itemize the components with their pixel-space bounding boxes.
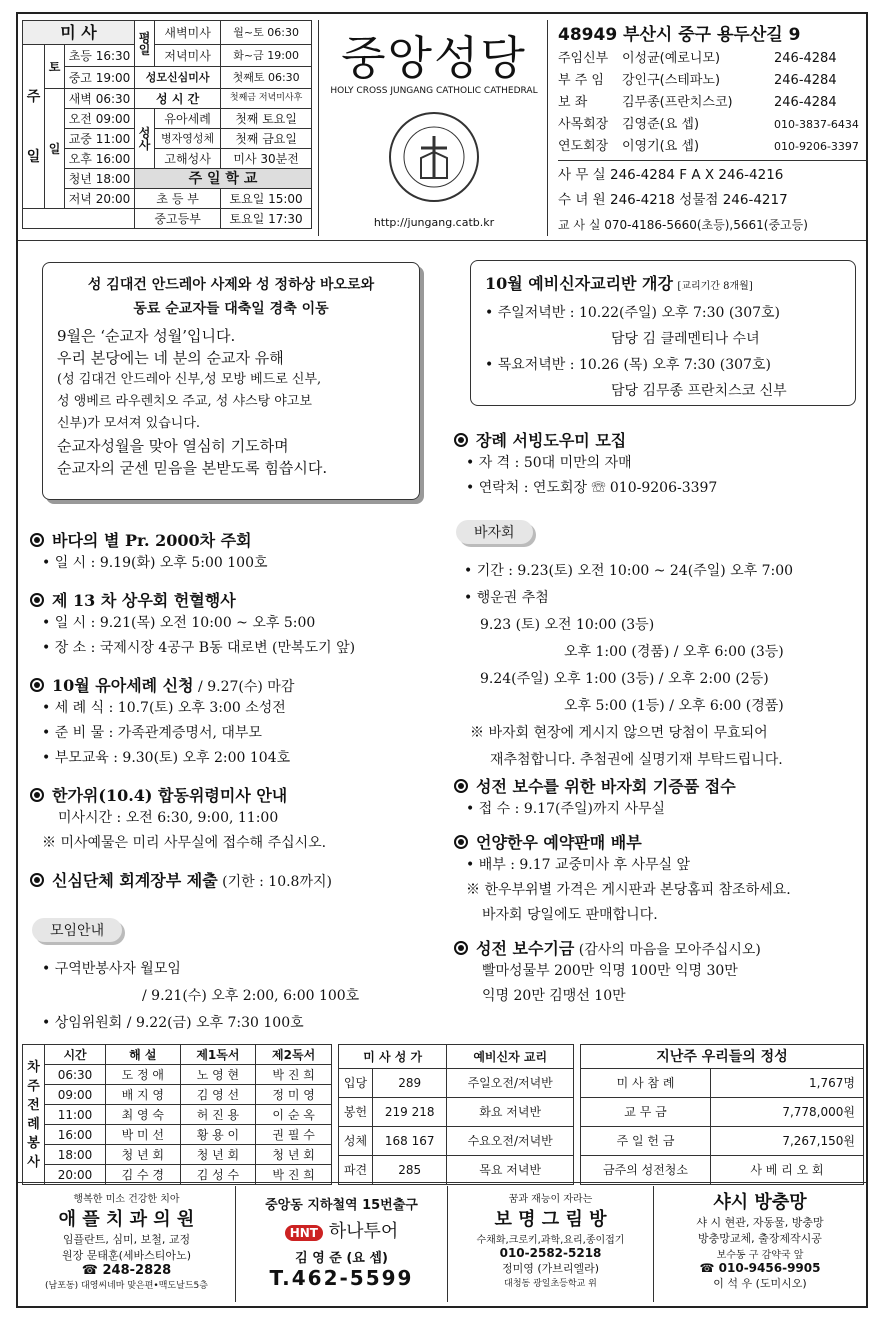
table-cell: 수요오전/저녁반 bbox=[447, 1127, 574, 1156]
martyr-line: 순교자성월을 맞아 열심히 기도하며 bbox=[57, 437, 289, 455]
martyr-text bbox=[57, 325, 405, 479]
contact-block bbox=[558, 22, 868, 237]
mass-name: 저녁미사 bbox=[155, 45, 221, 67]
section-title bbox=[30, 528, 450, 551]
table-cell: 황 용 이 bbox=[180, 1125, 256, 1145]
sun-row bbox=[65, 129, 135, 149]
staff-phone: 246-4284 bbox=[774, 51, 837, 66]
school-name: 중고등부 bbox=[135, 209, 221, 229]
catechumen-title-row bbox=[485, 271, 841, 294]
ad-title: 애 플 치 과 의 원 bbox=[58, 1209, 195, 1230]
table-cell: 18:00 bbox=[45, 1145, 106, 1165]
staff-row bbox=[558, 48, 868, 70]
staff-phone: 246-4284 bbox=[774, 73, 837, 88]
ad-brand bbox=[236, 1217, 447, 1243]
school-time: 토요일 17:30 bbox=[221, 209, 312, 229]
staff-role: 부 주 임 bbox=[558, 73, 604, 88]
column-header: 해 설 bbox=[106, 1045, 180, 1065]
ad-line: 김 영 준 (요 셉) bbox=[295, 1251, 388, 1266]
school-name: 초 등 부 bbox=[135, 189, 221, 209]
sun-row bbox=[65, 109, 135, 129]
table-cell: 청 년 회 bbox=[256, 1145, 332, 1165]
martyr-line: 9월은 ‘순교자 성월’입니다. bbox=[57, 327, 236, 345]
bullet-icon bbox=[30, 788, 44, 802]
mass-schedule-table bbox=[22, 20, 312, 229]
sacrament-time: 미사 30분전 bbox=[221, 149, 312, 169]
sat-mark: 토 bbox=[45, 45, 65, 89]
catechumen-line: • 주일저녁반 : 10.22(주일) 오후 7:30 (307호) bbox=[485, 305, 781, 321]
slot-name: 오전 bbox=[68, 111, 92, 126]
header-divider bbox=[18, 240, 866, 241]
column-header: 미 사 성 가 bbox=[339, 1045, 447, 1069]
section-line: • 배부 : 9.17 교중미사 후 사무실 앞 bbox=[466, 857, 691, 873]
catechumen-line: • 목요저녁반 : 10.26 (목) 오후 7:30 (307호) bbox=[485, 357, 771, 373]
staff-role: 연도회장 bbox=[558, 139, 609, 154]
bullet-icon bbox=[454, 779, 468, 793]
divider bbox=[558, 160, 868, 161]
slot-name: 청년 bbox=[68, 171, 92, 186]
table-cell: 권 필 수 bbox=[256, 1125, 332, 1145]
sun-mark: 일 bbox=[45, 89, 65, 209]
bullet-icon bbox=[30, 533, 44, 547]
table-cell: 주일오전/저녁반 bbox=[447, 1069, 574, 1098]
ad-phone: T.462-5599 bbox=[269, 1266, 414, 1290]
sun-row bbox=[65, 189, 135, 209]
martyr-title: 성 김대건 안드레아 사제와 성 정하상 바오로와 bbox=[87, 277, 375, 293]
table-cell: 20:00 bbox=[45, 1165, 106, 1185]
table-cell: 봉헌 bbox=[339, 1098, 373, 1127]
sacrament-time: 첫째 토요일 bbox=[221, 109, 312, 129]
sun-row bbox=[65, 149, 135, 169]
slot-time: 16:00 bbox=[95, 151, 131, 166]
ad-line: 행복한 미소 건강한 치아 bbox=[73, 1194, 180, 1205]
catechumen-line: 담당 김무종 프란치스코 신부 bbox=[611, 383, 787, 399]
catechumen-period: [교리기간 8개월] bbox=[677, 281, 753, 292]
staff-row bbox=[558, 114, 868, 136]
website[interactable]: http://jungang.catb.kr bbox=[373, 216, 495, 229]
section-title bbox=[30, 588, 450, 611]
bazaar-list bbox=[464, 558, 864, 774]
table-row bbox=[339, 1098, 574, 1127]
table-cell: 청 년 회 bbox=[180, 1145, 256, 1165]
table-cell: 청 년 회 bbox=[106, 1145, 180, 1165]
sat-row bbox=[65, 45, 135, 67]
table-cell: 박 미 선 bbox=[106, 1125, 180, 1145]
section-title bbox=[454, 774, 864, 797]
bazaar-line: • 행운권 추첨 bbox=[464, 590, 549, 606]
meeting-list bbox=[42, 956, 442, 1037]
section-title-text: 장례 서빙도우미 모집 bbox=[476, 431, 627, 450]
school-time: 토요일 15:00 bbox=[221, 189, 312, 209]
ad-title: 하나투어 bbox=[328, 1221, 399, 1242]
mass-time: 월~토 06:30 bbox=[221, 21, 312, 45]
section-line: • 부모교육 : 9.30(토) 오후 2:00 104호 bbox=[42, 750, 291, 766]
right-column bbox=[454, 428, 864, 501]
ad-line: 보수동 구 감약국 앞 bbox=[716, 1250, 804, 1261]
mass-name: 새벽미사 bbox=[155, 21, 221, 45]
ad-line: 샤 시 현관, 자동물, 방충망 bbox=[696, 1216, 824, 1229]
catechumen-box bbox=[470, 260, 856, 406]
table-cell: 도 정 애 bbox=[106, 1065, 180, 1085]
bulletin-page bbox=[16, 12, 868, 1308]
slot-name: 새벽 bbox=[68, 91, 92, 106]
section-line: ※ 한우부위별 가격은 게시판과 본당홈피 참조하세요. bbox=[466, 882, 791, 898]
table-cell: 최 영 숙 bbox=[106, 1105, 180, 1125]
meeting-line: / 9.21(수) 오후 2:00, 6:00 100호 bbox=[142, 988, 360, 1004]
martyr-notice-box bbox=[42, 262, 420, 500]
church-name: 중앙성당 bbox=[341, 31, 527, 85]
table-cell: 허 진 용 bbox=[180, 1105, 256, 1125]
table-cell: 이 순 옥 bbox=[256, 1105, 332, 1125]
sacrament-time-value: 첫째금 저녁미사후 bbox=[221, 89, 312, 109]
sacrament-name: 유아세례 bbox=[155, 109, 221, 129]
bullet-icon bbox=[30, 593, 44, 607]
church-title-block bbox=[318, 20, 548, 236]
bazaar-line: • 기간 : 9.23(토) 오전 10:00 ~ 24(주일) 오후 7:00 bbox=[464, 563, 794, 579]
section-line: 빨마성물부 200만 익명 100만 익명 30만 bbox=[482, 963, 738, 979]
notice-section bbox=[30, 868, 450, 891]
section-line: • 준 비 물 : 가족관계증명서, 대부모 bbox=[42, 725, 262, 741]
table-cell: 김 성 수 bbox=[180, 1165, 256, 1185]
table-header-row bbox=[581, 1045, 864, 1069]
section-line: 익명 20만 김맹선 10만 bbox=[482, 988, 626, 1004]
sacrament-time: 첫째 금요일 bbox=[221, 129, 312, 149]
right-column-lower bbox=[454, 774, 864, 1017]
section-title-suffix: (기한 : 10.8까지) bbox=[217, 874, 332, 890]
sunday-school-label: 주 일 학 교 bbox=[135, 169, 312, 189]
table-cell: 박 진 희 bbox=[256, 1065, 332, 1085]
section-line: • 자 격 : 50대 미만의 자매 bbox=[466, 455, 632, 471]
mass-label: 미 사 bbox=[23, 21, 135, 45]
section-line: ※ 미사예물은 미리 사무실에 접수해 주십시오. bbox=[42, 835, 327, 851]
bazaar-pill-label: 바자회 bbox=[456, 520, 533, 544]
status-value: 7,778,000원 bbox=[711, 1098, 864, 1127]
slot-name: 중고 bbox=[68, 70, 92, 85]
sacrament-name: 병자영성체 bbox=[155, 129, 221, 149]
bullet-icon bbox=[30, 678, 44, 692]
sat-row bbox=[65, 67, 135, 89]
staff-role: 보 좌 bbox=[558, 95, 588, 110]
sacrament-name: 고해성사 bbox=[155, 149, 221, 169]
ad-line: (남포동) 대영씨네마 맞은편•맥도날드5층 bbox=[45, 1281, 208, 1291]
table-cell: 11:00 bbox=[45, 1105, 106, 1125]
staff-phone: 010-9206-3397 bbox=[774, 140, 859, 153]
martyr-line: 순교자의 굳센 믿음을 본받도록 힘씁시다. bbox=[57, 459, 328, 477]
church-seal-icon bbox=[389, 112, 479, 202]
service-side-label: 차주전례봉사 bbox=[23, 1045, 45, 1185]
section-line: 미사시간 : 오전 6:30, 9:00, 11:00 bbox=[58, 810, 279, 826]
ad-phone: 010-2582-5218 bbox=[499, 1246, 602, 1260]
slot-time: 18:00 bbox=[95, 171, 131, 186]
status-label: 미 사 참 례 bbox=[581, 1069, 711, 1098]
section-title bbox=[30, 673, 450, 696]
bullet-icon bbox=[454, 433, 468, 447]
staff-name: 김무종(프란치스코) bbox=[622, 95, 733, 110]
section-title-text: 제 13 차 상우회 헌혈행사 bbox=[52, 591, 236, 610]
column-header: 시간 bbox=[45, 1045, 106, 1065]
bullet-icon bbox=[454, 835, 468, 849]
ad-phone: ☎ 010-9456-9905 bbox=[699, 1261, 821, 1275]
sacrament-mark: 성사 bbox=[135, 109, 155, 169]
table-cell: 168 167 bbox=[373, 1127, 447, 1156]
first-sat-time: 첫째토 06:30 bbox=[221, 67, 312, 89]
table-header-row bbox=[23, 1045, 332, 1065]
notice-section bbox=[454, 774, 864, 822]
staff-role: 사목회장 bbox=[558, 117, 609, 132]
bazaar-line: 오후 1:00 (경품) / 오후 6:00 (3등) bbox=[564, 644, 784, 660]
table-row bbox=[23, 1085, 332, 1105]
sunday-mark: 주 일 bbox=[23, 45, 45, 209]
sacrament-time-label: 성 시 간 bbox=[135, 89, 221, 109]
slot-name: 교중 bbox=[68, 131, 92, 146]
section-title bbox=[30, 783, 450, 806]
section-title bbox=[454, 936, 864, 959]
ad-screen bbox=[654, 1186, 866, 1302]
meeting-pill-label: 모임안내 bbox=[32, 918, 122, 942]
table-cell: 입당 bbox=[339, 1069, 373, 1098]
status-value: 1,767명 bbox=[711, 1069, 864, 1098]
staff-row bbox=[558, 92, 868, 114]
ad-line: 꿈과 재능이 자라는 bbox=[508, 1194, 593, 1205]
table-cell: 파견 bbox=[339, 1156, 373, 1185]
status-value: 사 베 리 오 회 bbox=[711, 1156, 864, 1185]
column-header: 제1독서 bbox=[180, 1045, 256, 1065]
mass-time: 화~금 19:00 bbox=[221, 45, 312, 67]
section-title-text: 10월 유아세례 신청 bbox=[52, 676, 194, 695]
table-row bbox=[23, 1125, 332, 1145]
staff-name: 이영기(요 셉) bbox=[622, 139, 700, 154]
status-label: 주 일 헌 금 bbox=[581, 1127, 711, 1156]
slot-time: 06:30 bbox=[95, 91, 131, 106]
section-title bbox=[30, 868, 450, 891]
section-title bbox=[454, 428, 864, 451]
section-title-suffix: (감사의 마음을 모아주십시오) bbox=[574, 942, 761, 958]
section-title-text: 바다의 별 Pr. 2000차 주회 bbox=[52, 531, 252, 550]
slot-time: 11:00 bbox=[95, 131, 131, 146]
table-cell: 배 지 영 bbox=[106, 1085, 180, 1105]
teacher-line: 교 사 실 070-4186-5660(초등),5661(중고등) bbox=[558, 218, 808, 232]
address: 48949 부산시 중구 용두산길 9 bbox=[558, 25, 801, 45]
table-row bbox=[339, 1156, 574, 1185]
staff-row bbox=[558, 136, 868, 158]
notice-section bbox=[30, 673, 450, 771]
bazaar-line: 오후 5:00 (1등) / 오후 6:00 (경품) bbox=[564, 698, 784, 714]
bazaar-line: 재추첨합니다. 추첨권에 실명기재 부탁드립니다. bbox=[490, 752, 783, 768]
notice-section bbox=[454, 830, 864, 928]
status-label: 금주의 성전청소 bbox=[581, 1156, 711, 1185]
table-row bbox=[339, 1127, 574, 1156]
bazaar-line: 9.24(주일) 오후 1:00 (3등) / 오후 2:00 (2등) bbox=[480, 671, 769, 687]
section-line: • 접 수 : 9.17(주일)까지 사무실 bbox=[466, 801, 666, 817]
sun-row bbox=[65, 169, 135, 189]
table-cell: 06:30 bbox=[45, 1065, 106, 1085]
ads-divider bbox=[18, 1182, 866, 1183]
table-cell: 김 수 경 bbox=[106, 1165, 180, 1185]
slot-time: 09:00 bbox=[95, 111, 131, 126]
bullet-icon bbox=[454, 941, 468, 955]
table-row bbox=[581, 1098, 864, 1127]
ad-line: 이 석 우 (도미시오) bbox=[713, 1277, 807, 1290]
table-row bbox=[581, 1156, 864, 1185]
slot-time: 20:00 bbox=[95, 191, 131, 206]
church-english: HOLY CROSS JUNGANG CATHOLIC CATHEDRAL bbox=[330, 86, 538, 96]
ad-line: 임플란트, 심미, 보철, 교정 bbox=[62, 1233, 191, 1246]
status-title: 지난주 우리들의 정성 bbox=[581, 1045, 864, 1069]
convent-line: 수 녀 원 246-4218 성물점 246-4217 bbox=[558, 192, 788, 208]
bullet-icon bbox=[30, 873, 44, 887]
staff-name: 이성균(예로니모) bbox=[622, 51, 721, 66]
section-line: • 장 소 : 국제시장 4공구 B동 대로변 (만복도기 앞) bbox=[42, 640, 356, 656]
staff-phone: 010-3837-6434 bbox=[774, 118, 859, 131]
bazaar-line: ※ 바자회 현장에 게시지 않으면 당첨이 무효되어 bbox=[470, 725, 768, 741]
martyr-line: 우리 본당에는 네 분의 순교자 유해 bbox=[57, 349, 284, 367]
meeting-pill bbox=[32, 918, 122, 942]
slot-name: 초등 bbox=[68, 48, 92, 63]
table-cell: 목요 저녁반 bbox=[447, 1156, 574, 1185]
meeting-line: • 구역반봉사자 월모임 bbox=[42, 961, 181, 977]
bazaar-pill bbox=[456, 520, 533, 544]
section-title-text: 한가위(10.4) 합동위령미사 안내 bbox=[52, 786, 288, 805]
table-row bbox=[339, 1069, 574, 1098]
notice-section bbox=[454, 936, 864, 1009]
table-row bbox=[581, 1127, 864, 1156]
section-title-suffix: / 9.27(수) 마감 bbox=[193, 679, 295, 695]
table-cell: 박 진 희 bbox=[256, 1165, 332, 1185]
staff-list bbox=[558, 48, 868, 158]
bazaar-line: 9.23 (토) 오전 10:00 (3등) bbox=[480, 617, 655, 633]
table-cell: 김 영 선 bbox=[180, 1085, 256, 1105]
notice-section bbox=[30, 528, 450, 576]
section-line: • 일 시 : 9.19(화) 오후 5:00 100호 bbox=[42, 555, 268, 571]
ad-art-school bbox=[448, 1186, 654, 1302]
staff-phone: 246-4284 bbox=[774, 95, 837, 110]
ad-dental bbox=[18, 1186, 236, 1302]
table-cell: 노 영 현 bbox=[180, 1065, 256, 1085]
hymn-table bbox=[338, 1044, 574, 1185]
section-title-text: 성전 보수기금 bbox=[476, 939, 575, 958]
section-title bbox=[454, 830, 864, 853]
notice-section bbox=[30, 588, 450, 661]
ad-travel bbox=[236, 1186, 448, 1302]
ad-line: 수채화,크로키,과학,요리,종이접기 bbox=[476, 1235, 625, 1246]
martyr-line: 성 앵베르 라우렌치오 주교, 성 샤스탕 야고보 bbox=[57, 394, 312, 409]
table-cell: 219 218 bbox=[373, 1098, 447, 1127]
martyr-line: (성 김대건 안드레아 신부,성 모방 베드로 신부, bbox=[57, 372, 322, 387]
table-cell: 285 bbox=[373, 1156, 447, 1185]
table-cell: 정 미 영 bbox=[256, 1085, 332, 1105]
ad-line: 방충망교체, 출장제작시공 bbox=[698, 1232, 822, 1245]
hanatour-logo: HNT bbox=[285, 1225, 323, 1241]
status-label: 교 무 금 bbox=[581, 1098, 711, 1127]
section-line: • 세 례 식 : 10.7(토) 오후 3:00 소성전 bbox=[42, 700, 286, 716]
staff-role: 주임신부 bbox=[558, 51, 609, 66]
table-cell: 16:00 bbox=[45, 1125, 106, 1145]
notice-section bbox=[30, 783, 450, 856]
table-row bbox=[581, 1069, 864, 1098]
staff-name: 강인구(스테파노) bbox=[622, 73, 721, 88]
table-row bbox=[23, 1145, 332, 1165]
offering-status-table bbox=[580, 1044, 864, 1185]
sun-row bbox=[65, 89, 135, 109]
office-line: 사 무 실 246-4284 F A X 246-4216 bbox=[558, 167, 784, 183]
liturgy-service-table bbox=[22, 1044, 332, 1185]
column-header: 제2독서 bbox=[256, 1045, 332, 1065]
column-header: 예비신자 교리 bbox=[447, 1045, 574, 1069]
section-title-text: 신심단체 회계장부 제출 bbox=[52, 871, 218, 890]
ad-line: 대청동 광일초등학교 위 bbox=[504, 1279, 597, 1289]
ad-title: 보 명 그 림 방 bbox=[494, 1209, 607, 1230]
ad-line: 원장 문태훈(세바스티아노) bbox=[62, 1249, 191, 1262]
martyr-title: 동료 순교자들 대축일 경축 이동 bbox=[133, 301, 329, 317]
table-row bbox=[23, 1065, 332, 1085]
table-cell: 09:00 bbox=[45, 1085, 106, 1105]
section-line: 바자회 당일에도 판매합니다. bbox=[482, 907, 658, 923]
staff-name: 김영준(요 셉) bbox=[622, 117, 700, 132]
ad-line: 정미영 (가브리엘라) bbox=[501, 1262, 600, 1275]
slot-time: 16:30 bbox=[95, 48, 131, 63]
slot-name: 저녁 bbox=[68, 191, 92, 206]
catechumen-line: 담당 김 클레멘티나 수녀 bbox=[611, 331, 760, 347]
section-title-text: 성전 보수를 위한 바자회 기증품 접수 bbox=[476, 777, 736, 796]
status-value: 7,267,150원 bbox=[711, 1127, 864, 1156]
ad-phone: ☎ 248-2828 bbox=[81, 1263, 172, 1278]
left-column bbox=[30, 528, 450, 903]
meeting-line: • 상임위원회 / 9.22(금) 오후 7:30 100호 bbox=[42, 1015, 304, 1031]
table-header-row bbox=[339, 1045, 574, 1069]
table-row bbox=[23, 1105, 332, 1125]
slot-time: 19:00 bbox=[95, 70, 131, 85]
catechumen-title: 10월 예비신자교리반 개강 bbox=[485, 274, 673, 293]
ad-title: 샤시 방충망 bbox=[713, 1192, 807, 1213]
martyr-line: 신부)가 모셔져 있습니다. bbox=[57, 416, 201, 431]
notice-section bbox=[454, 428, 864, 501]
first-sat-name: 성모신심미사 bbox=[135, 67, 221, 89]
table-cell: 화요 저녁반 bbox=[447, 1098, 574, 1127]
table-cell: 성체 bbox=[339, 1127, 373, 1156]
ad-line: 중앙동 지하철역 15번출구 bbox=[265, 1198, 418, 1213]
section-line: • 연락처 : 연도회장 ☏ 010-9206-3397 bbox=[466, 480, 718, 496]
section-title-text: 언양한우 예약판매 배부 bbox=[476, 833, 642, 852]
slot-name: 오후 bbox=[68, 151, 92, 166]
table-cell: 289 bbox=[373, 1069, 447, 1098]
section-line: • 일 시 : 9.21(목) 오전 10:00 ~ 오후 5:00 bbox=[42, 615, 316, 631]
weekday-mark: 평일 bbox=[135, 21, 155, 67]
staff-row bbox=[558, 70, 868, 92]
